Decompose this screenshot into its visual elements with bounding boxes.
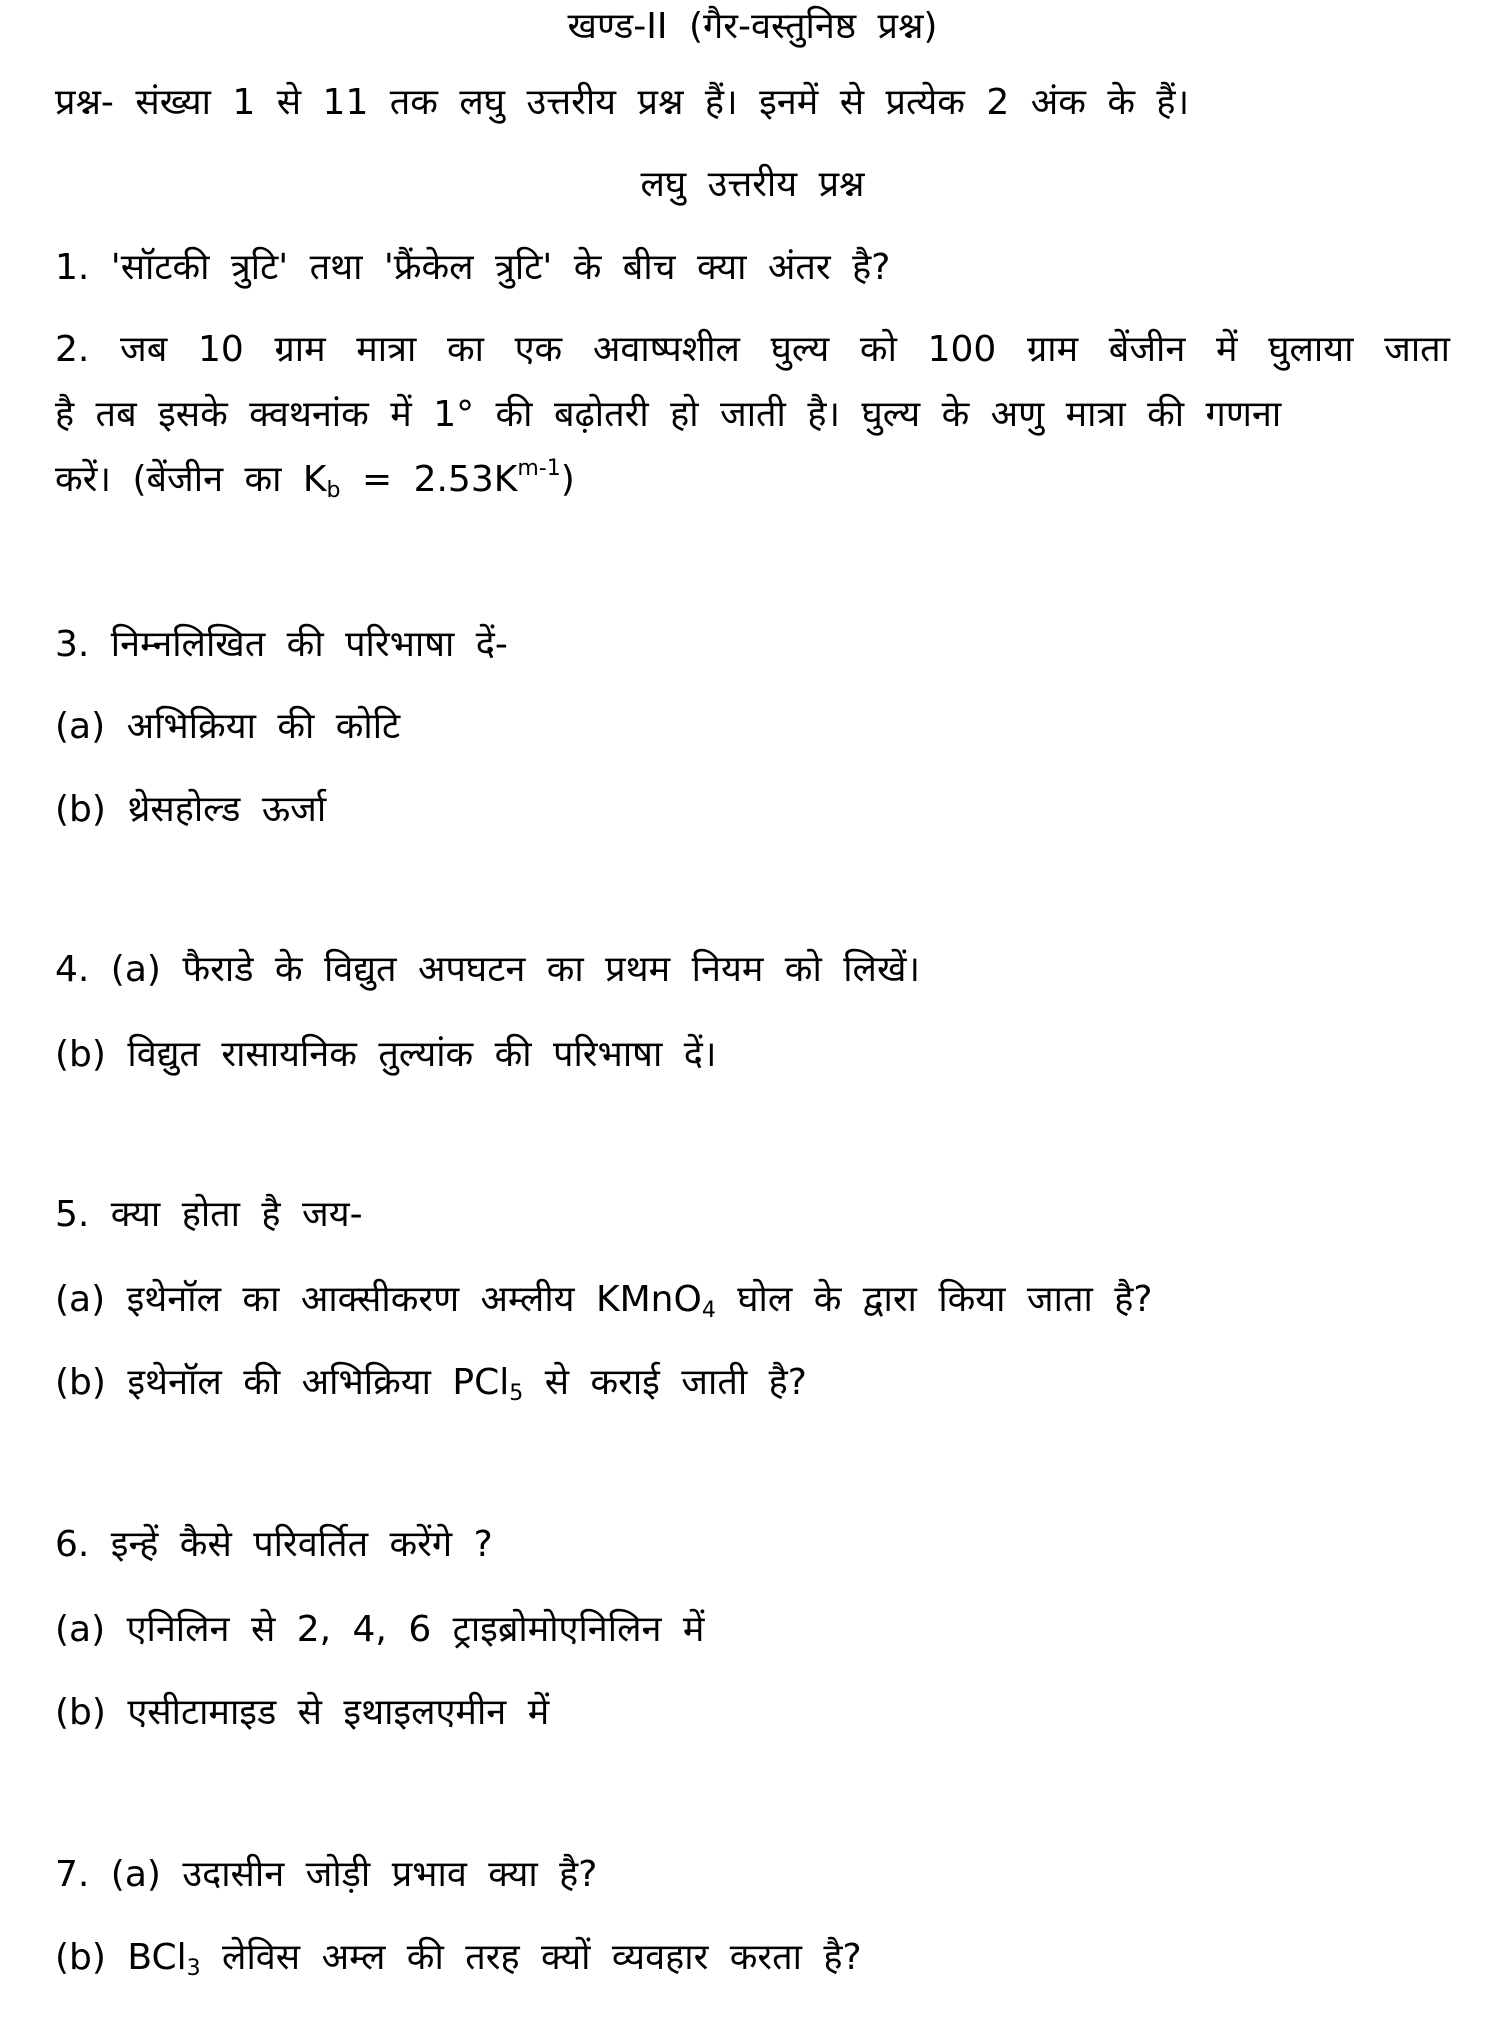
question-2-line-3-suffix: ): [560, 459, 575, 500]
question-1: 1. 'सॉटकी त्रुटि' तथा 'फ्रैंकेल त्रुटि' के बीच क्या अंतर है?: [55, 247, 891, 288]
question-3-part-a: (a) अभिक्रिया की कोटि: [55, 706, 401, 747]
subheading: लघु उत्तरीय प्रश्न: [640, 164, 865, 205]
question-4-part-a: 4. (a) फैराडे के विद्युत अपघटन का प्रथम नियम को लिखें।: [55, 949, 921, 990]
section-title: खण्ड-II (गैर-वस्तुनिष्ठ प्रश्न): [567, 6, 938, 47]
question-5-part-a-prefix: (a) इथेनॉल का आक्सीकरण अम्लीय KMnO: [55, 1279, 702, 1320]
question-7-part-a: 7. (a) उदासीन जोड़ी प्रभाव क्या है?: [55, 1854, 598, 1895]
bcl3-subscript: 3: [186, 1956, 201, 1981]
question-5-part-b-suffix: से कराई जाती है?: [523, 1362, 807, 1403]
kb-subscript: b: [326, 478, 341, 503]
question-4-part-b: (b) विद्युत रासायनिक तुल्यांक की परिभाषा दें।: [55, 1034, 717, 1075]
question-5-part-a-suffix: घोल के द्वारा किया जाता है?: [715, 1279, 1153, 1320]
question-2-line-3-mid: = 2.53K: [340, 459, 518, 500]
question-3-stem: 3. निम्नलिखित की परिभाषा दें-: [55, 624, 508, 665]
pcl5-subscript: 5: [509, 1381, 524, 1406]
question-7-part-b-prefix: (b) BCl: [55, 1937, 187, 1978]
question-5-part-b-prefix: (b) इथेनॉल की अभिक्रिया PCl: [55, 1362, 510, 1403]
question-3-part-b: (b) थ्रेसहोल्ड ऊर्जा: [55, 789, 327, 830]
question-2-line-3-prefix: करें। (बेंजीन का K: [55, 459, 327, 500]
section-instruction: प्रश्न- संख्या 1 से 11 तक लघु उत्तरीय प्रश्न हैं। इनमें से प्रत्येक 2 अंक के हैं।: [55, 82, 1190, 123]
question-7-part-b-suffix: लेविस अम्ल की तरह क्यों व्यवहार करता है?: [200, 1937, 862, 1978]
question-2-line-2: है तब इसके क्वथनांक में 1° की बढ़ोतरी हो जाती है। घुल्य के अणु मात्रा की गणना: [55, 394, 1282, 435]
kmno4-subscript: 4: [701, 1298, 716, 1323]
question-6-part-b: (b) एसीटामाइड से इथाइलएमीन में: [55, 1692, 550, 1733]
unit-superscript: m-1: [517, 456, 561, 481]
question-2-line-3: [55, 455, 575, 505]
question-6-stem: 6. इन्हें कैसे परिवर्तित करेंगे ?: [55, 1524, 493, 1565]
question-7-part-b: [55, 1933, 862, 1983]
question-5-stem: 5. क्या होता है जय-: [55, 1194, 363, 1235]
question-2-line-1: 2. जब 10 ग्राम मात्रा का एक अवाष्पशील घुल्य को 100 ग्राम बेंजीन में घुलाया जाता: [55, 329, 1450, 370]
question-5-part-a: [55, 1275, 1152, 1325]
question-5-part-b: [55, 1358, 807, 1408]
question-6-part-a: (a) एनिलिन से 2, 4, 6 ट्राइब्रोमोएनिलिन में: [55, 1609, 705, 1650]
